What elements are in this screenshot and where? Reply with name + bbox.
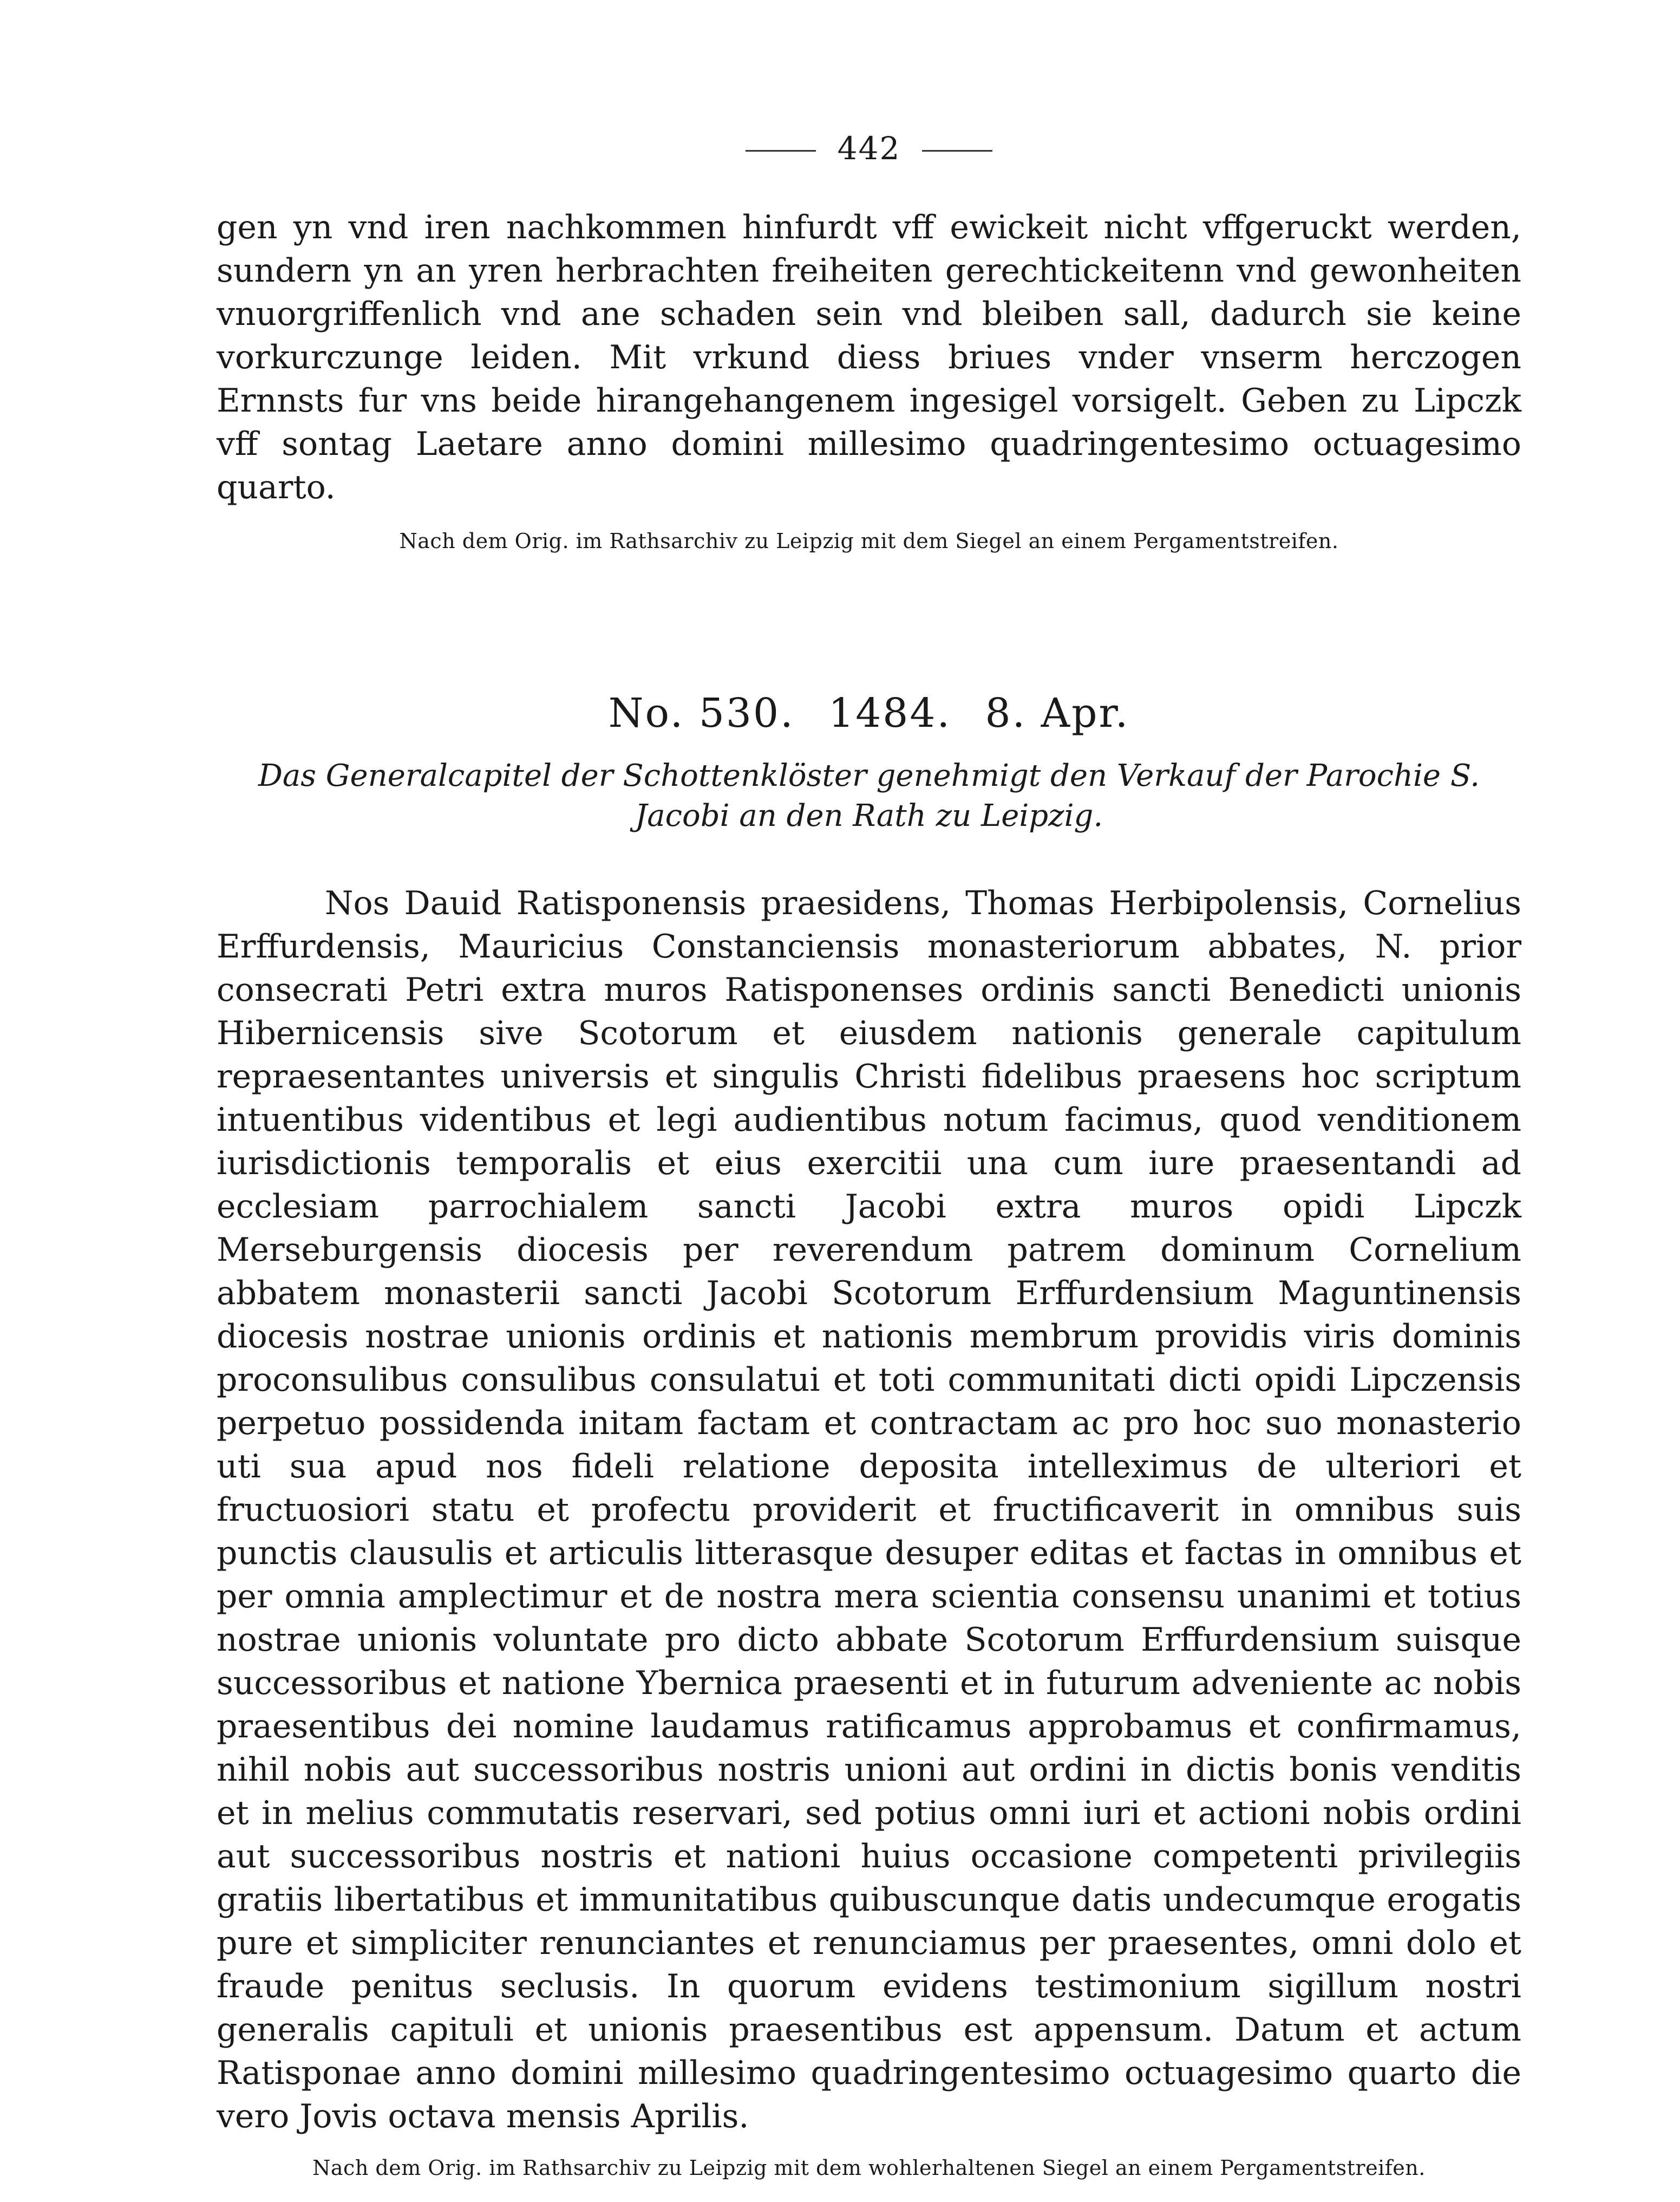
document-page bbox=[217, 130, 1521, 2202]
document-text: Nos Dauid Ratisponensis praesidens, Thomas Herbipolensis, Cornelius Erffurdensis, Mauricius Constanciensis monasteriorum abbates, N. prior consecrati Petri extra muros Ratisponenses ordinis sancti Benedicti unionis Hibernicensis sive Scotorum et eiusdem nationis generale capitulum repraesentantes universis et singulis Christi fidelibus praesens hoc scriptum intuentibus videntibus et legi audientibus notum facimus, quod venditionem iurisdictionis temporalis et eius exercitii una cum iure praesentandi ad ecclesiam parrochialem sancti Jacobi extra muros opidi Lipczk Merseburgensis diocesis per reverendum patrem dominum Cornelium abbatem monasterii sancti Jacobi Scotorum Erffurdensium Maguntinensis diocesis nostrae unionis ordinis et nationis membrum providis viris dominis proconsulibus consulibus consulatui et toti communitati dicti opidi Lipczensis perpetuo possidenda initam factam et contractam ac pro hoc suo monasterio uti sua apud nos fideli relatione deposita intelleximus de ulteriori et fructuosiori statu et profectu providerit et fructificaverit in omnibus suis punctis clausulis et articulis litterasque desuper editas et factas in omnibus et per omnia amplectimur et de nostra mera scientia consensu unanimi et totius nostrae unionis voluntate pro dicto abbate Scotorum Erffurdensium suisque successoribus et natione Ybernica praesenti et in futurum adveniente ac nobis praesentibus dei nomine laudamus ratificamus approbamus et confirmamus, nihil nobis aut successoribus nostris unioni aut ordini in dictis bonis venditis et in melius commutatis reservari, sed potius omni iuri et actioni nobis ordini aut successoribus nostris et nationi huius occasione competenti privilegiis gratiis libertatibus et immunitatibus quibuscunque datis undecumque erogatis pure et simpliciter renunciantes et renunciamus per praesentes, omni dolo et fraude penitus seclusis. In quorum evidens testimonium sigillum nostri generalis capituli et unionis praesentibus est appensum. Datum et actum Ratisponae anno domini millesimo quadringentesimo octuagesimo quarto die vero Jovis octava mensis Aprilis. bbox=[217, 884, 1521, 2135]
page-number bbox=[217, 130, 1521, 167]
document-source-note: Nach dem Orig. im Rathsarchiv zu Leipzig mit dem wohlerhaltenen Siegel an einem Pergamentstreifen. bbox=[312, 2156, 1426, 2180]
continuation-text: gen yn vnd iren nachkommen hinfurdt vff ewickeit nicht vffgeruckt werden, sundern yn an yren herbrachten freiheiten gerechtickeitenn vnd gewonheiten vnuorgriffenlich vnd ane schaden sein vnd bleiben sall, dadurch sie keine vorkurczunge leiden. Mit vrkund diess briues vnder vnserm herczogen Ernnsts fur vns beide hirangehangenem ingesigel vorsigelt. Geben zu Lipczk vff sontag Laetare anno domini millesimo quadringentesimo octuagesimo quarto. bbox=[217, 209, 1521, 506]
document-year: 1484. bbox=[828, 690, 951, 737]
document-heading bbox=[217, 690, 1521, 737]
page-number-right-dash bbox=[922, 150, 992, 152]
document-date: 8. Apr. bbox=[985, 690, 1130, 737]
page-number-left-dash bbox=[746, 150, 816, 152]
continuation-source-note: Nach dem Orig. im Rathsarchiv zu Leipzig mit dem Siegel an einem Pergamentstreifen. bbox=[399, 529, 1339, 553]
page-number-value: 442 bbox=[837, 130, 901, 167]
document-summary: Das Generalcapitel der Schottenklöster genehmigt den Verkauf der Parochie S. Jacobi an den Rath zu Leipzig. bbox=[258, 758, 1480, 833]
document-number: No. 530. bbox=[608, 690, 795, 737]
